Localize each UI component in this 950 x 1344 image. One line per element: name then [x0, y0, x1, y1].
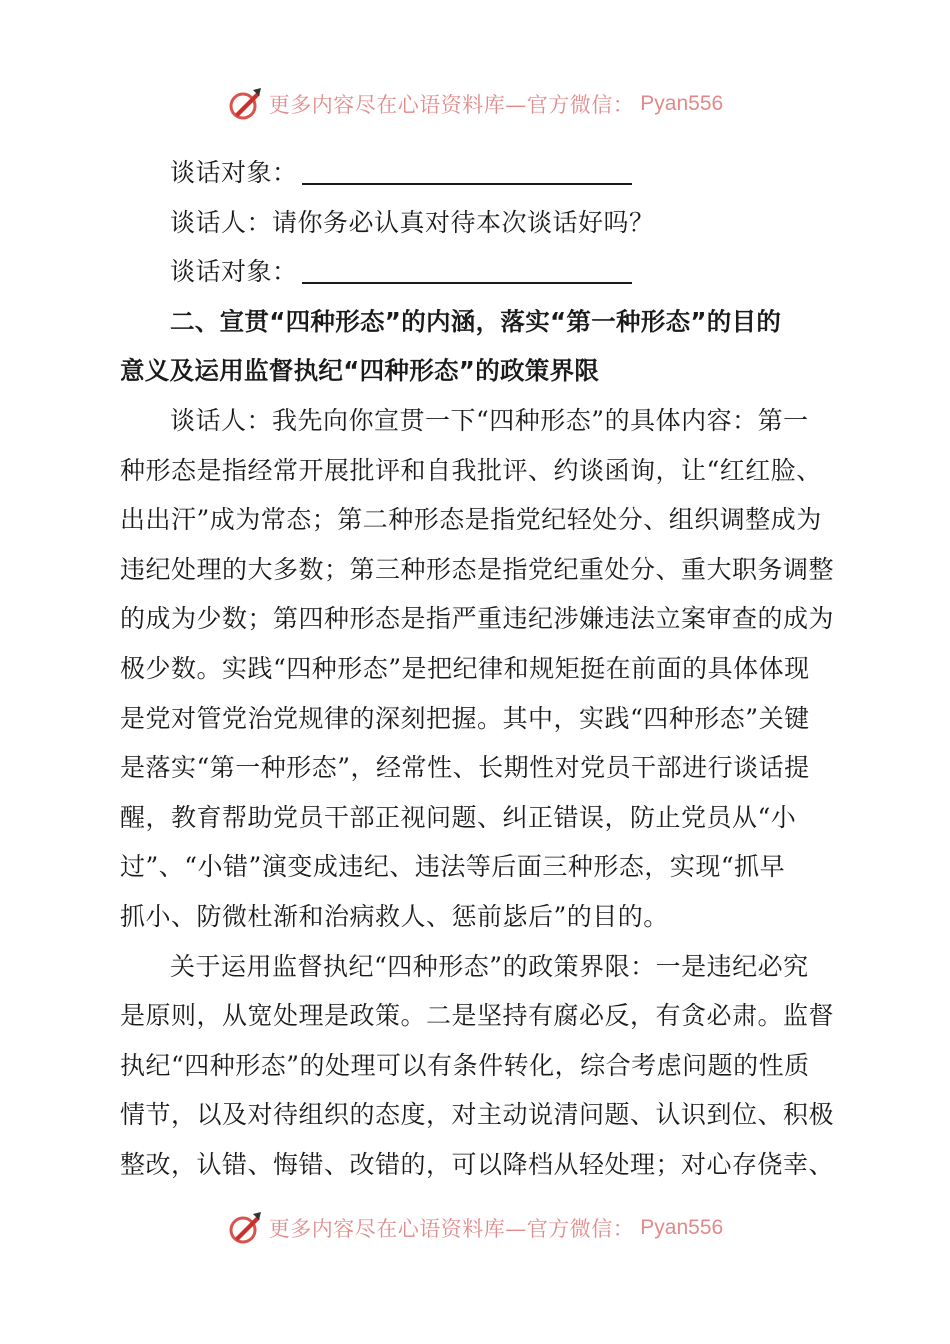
paragraph-policy-limits: [120, 942, 835, 1190]
paragraph-line: 是党对管党治党规律的深刻把握。其中，实践“四种形态”关键: [120, 703, 810, 733]
section-heading-line-1: 二、宣贯“四种形态”的内涵，落实“第一种形态”的目的: [170, 306, 782, 336]
answer-blank: [302, 153, 632, 185]
paragraph-line: 是原则，从宽处理是政策。二是坚持有腐必反，有贪必肃。监督: [120, 1001, 835, 1031]
speaker-label: 谈话对象：: [170, 158, 298, 187]
watermark-text: 更多内容尽在心语资料库—官方微信：: [268, 93, 635, 117]
dialogue-line-subject-2: [120, 247, 832, 297]
paragraph-line: 醒，教育帮助党员干部正视问题、纠正错误，防止党员从“小: [120, 802, 797, 832]
paragraph-line: 关于运用监督执纪“四种形态”的政策界限：一是违纪必究: [170, 951, 809, 981]
paragraph-line: 种形态是指经常开展批评和自我批评、约谈函询，让“红红脸、: [120, 455, 822, 485]
answer-blank: [302, 252, 632, 284]
paragraph-line: 的成为少数；第四种形态是指严重违纪涉嫌违法立案审查的成为: [120, 604, 835, 634]
paragraph-line: 执纪“四种形态”的处理可以有条件转化，综合考虑问题的性质: [120, 1050, 810, 1080]
quill-logo-icon: [227, 1210, 263, 1246]
watermark-text: 更多内容尽在心语资料库—官方微信：: [268, 1217, 635, 1241]
speaker-label: 谈话对象：: [170, 257, 298, 287]
paragraph-four-forms: [120, 396, 835, 942]
footer-watermark: [0, 1208, 950, 1248]
watermark-wechat-id: Pyan556: [640, 1216, 724, 1239]
paragraph-line: 情节，以及对待组织的态度，对主动说清问题、认识到位、积极: [120, 1100, 835, 1130]
paragraph-line: 谈话人：我先向你宣贯一下“四种形态”的具体内容：第一: [170, 405, 809, 435]
paragraph-line: 是落实“第一种形态”，经常性、长期性对党员干部进行谈话提: [120, 753, 810, 783]
dialogue-line-subject-1: [120, 148, 832, 198]
section-heading-line-2: 意义及运用监督执纪“四种形态”的政策界限: [120, 356, 600, 386]
quill-logo-icon: [227, 86, 263, 122]
paragraph-line: 抓小、防微杜渐和治病救人、惩前毖后”的目的。: [120, 901, 669, 931]
header-watermark: [0, 84, 950, 124]
watermark-wechat-id: Pyan556: [640, 92, 724, 115]
paragraph-line: 极少数。实践“四种形态”是把纪律和规矩挺在前面的具体体现: [120, 653, 810, 683]
paragraph-line: 过”、“小错”演变成违纪、违法等后面三种形态，实现“抓早: [120, 852, 786, 882]
paragraph-line: 出出汗”成为常态；第二种形态是指党纪轻处分、组织调整成为: [120, 505, 822, 535]
document-body: [120, 148, 835, 1189]
paragraph-line: 违纪处理的大多数；第三种形态是指党纪重处分、重大职务调整: [120, 554, 835, 584]
dialogue-line-speaker: 谈话人：请你务必认真对待本次谈话好吗？: [170, 207, 655, 237]
paragraph-line: 整改，认错、悔错、改错的，可以降档从轻处理；对心存侥幸、: [120, 1149, 835, 1179]
